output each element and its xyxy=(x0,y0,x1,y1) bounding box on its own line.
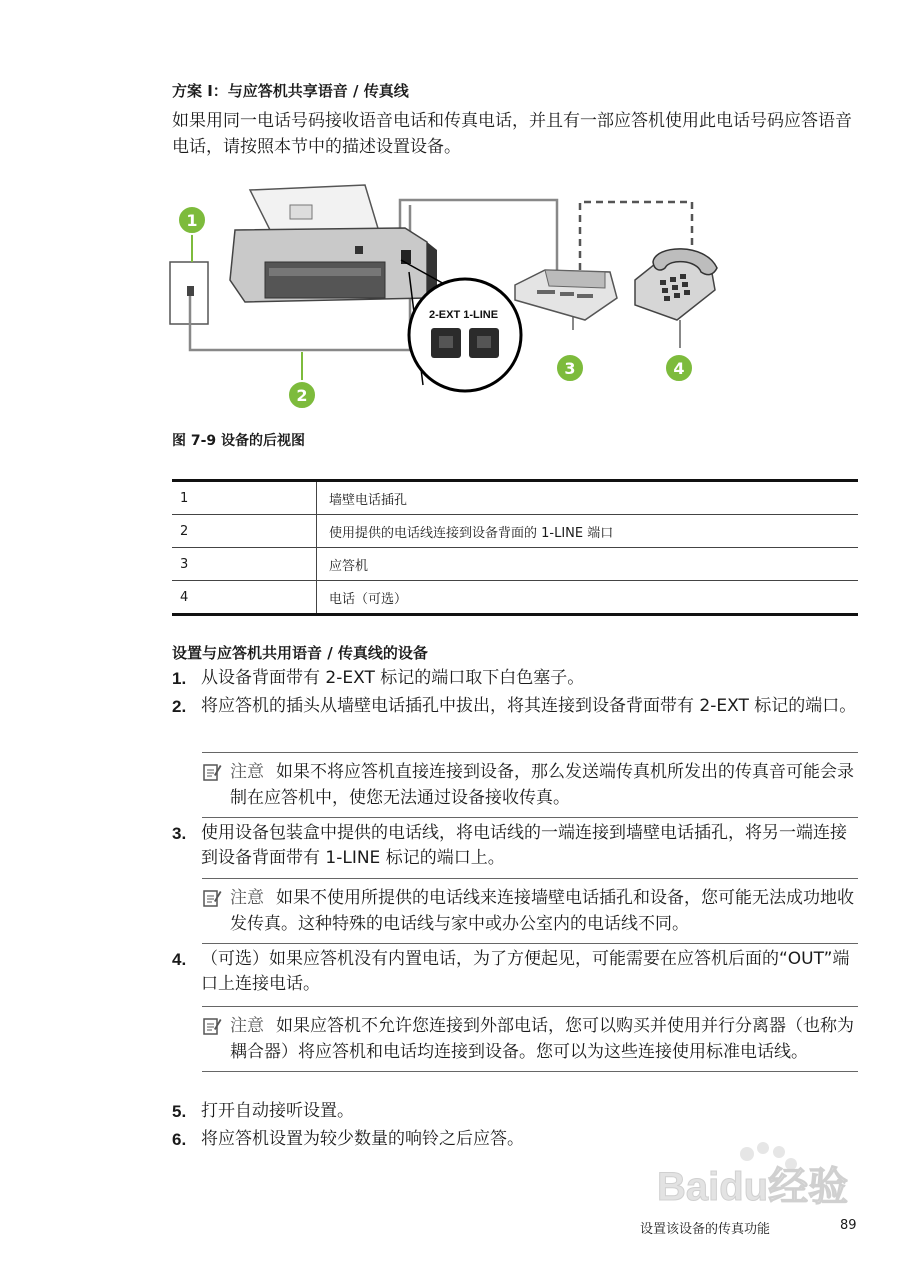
step-3 xyxy=(172,821,862,871)
callout-3 xyxy=(556,354,584,382)
step-5 xyxy=(172,1099,862,1124)
step-text: 将应答机的插头从墙壁电话插孔中拔出，将其连接到设备背面带有 2-EXT 标记的端口。 xyxy=(201,696,857,716)
callout-4 xyxy=(665,354,693,382)
section-title: 方案 I：与应答机共享语音 / 传真线 xyxy=(172,82,409,100)
printer-icon xyxy=(230,185,437,302)
table-row xyxy=(172,481,858,515)
setup-diagram xyxy=(165,180,725,410)
step-text: （可选）如果应答机没有内置电话，为了方便起见，可能需要在应答机后面的“OUT”端口上连接电话。 xyxy=(201,949,850,994)
step-text: 打开自动接听设置。 xyxy=(201,1101,354,1121)
step-2 xyxy=(172,694,862,719)
port-labels: 2-EXT 1-LINE xyxy=(429,309,499,321)
watermark-text: Baidu经验 xyxy=(657,1165,849,1209)
note-1 xyxy=(202,752,858,818)
table-row xyxy=(172,515,858,548)
step-text: 从设备背面带有 2-EXT 标记的端口取下白色塞子。 xyxy=(201,668,585,688)
step-number: 6. xyxy=(172,1130,187,1149)
callout-1 xyxy=(178,206,206,262)
note-label: 注意 xyxy=(230,762,264,782)
page-footer: 设置该设备的传真功能 xyxy=(640,1222,771,1237)
telephone-icon xyxy=(635,249,717,320)
legend-description: 墙壁电话插孔 xyxy=(317,481,859,515)
intro-paragraph: 如果用同一电话号码接收语音电话和传真电话，并且有一部应答机使用此电话号码应答语音电话，请按照本节中的描述设置设备。 xyxy=(172,111,852,157)
answering-machine-icon xyxy=(515,270,617,320)
note-label: 注意 xyxy=(230,888,264,908)
note-3 xyxy=(202,1006,858,1072)
note-icon xyxy=(202,888,222,908)
note-text: 如果应答机不允许您连接到外部电话，您可以购买并使用并行分离器（也称为耦合器）将应答机和电话均连接到设备。您可以为这些连接使用标准电话线。 xyxy=(230,1016,854,1062)
note-text: 如果不将应答机直接连接到设备，那么发送端传真机所发出的传真音可能会录制在应答机中，使您无法通过设备接收传真。 xyxy=(230,762,854,808)
steps-title: 设置与应答机共用语音 / 传真线的设备 xyxy=(172,644,428,662)
step-text: 使用设备包装盒中提供的电话线，将电话线的一端连接到墙壁电话插孔，将另一端连接到设备背面带有 1-LINE 标记的端口上。 xyxy=(201,823,847,868)
legend-description: 使用提供的电话线连接到设备背面的 1-LINE 端口 xyxy=(317,515,859,548)
svg-text:1: 1 xyxy=(186,211,198,230)
step-text: 将应答机设置为较少数量的响铃之后应答。 xyxy=(201,1129,524,1149)
baidu-watermark xyxy=(655,1140,880,1215)
note-2 xyxy=(202,878,858,944)
step-number: 5. xyxy=(172,1102,187,1121)
legend-description: 电话（可选） xyxy=(317,581,859,615)
step-1 xyxy=(172,666,862,691)
figure-caption: 图 7-9 设备的后视图 xyxy=(172,433,306,449)
step-number: 2. xyxy=(172,697,187,716)
svg-text:2: 2 xyxy=(296,386,308,405)
step-4 xyxy=(172,947,862,997)
note-label: 注意 xyxy=(230,1016,264,1036)
legend-number: 2 xyxy=(172,515,317,548)
step-number: 1. xyxy=(172,669,187,688)
legend-number: 3 xyxy=(172,548,317,581)
svg-text:4: 4 xyxy=(673,359,685,378)
legend-number: 4 xyxy=(172,581,317,615)
note-icon xyxy=(202,762,222,782)
note-icon xyxy=(202,1016,222,1036)
note-text: 如果不使用所提供的电话线来连接墙壁电话插孔和设备，您可能无法成功地收发传真。这种特殊的电话线与家中或办公室内的电话线不同。 xyxy=(230,888,854,934)
legend-number: 1 xyxy=(180,490,189,506)
legend-description: 应答机 xyxy=(317,548,859,581)
step-number: 3. xyxy=(172,824,187,843)
svg-text:3: 3 xyxy=(564,359,576,378)
table-row xyxy=(172,548,858,581)
callout-2 xyxy=(288,352,316,409)
step-number: 4. xyxy=(172,950,187,969)
table-row xyxy=(172,581,858,615)
page-number: 89 xyxy=(840,1218,857,1233)
legend-table xyxy=(172,479,858,616)
